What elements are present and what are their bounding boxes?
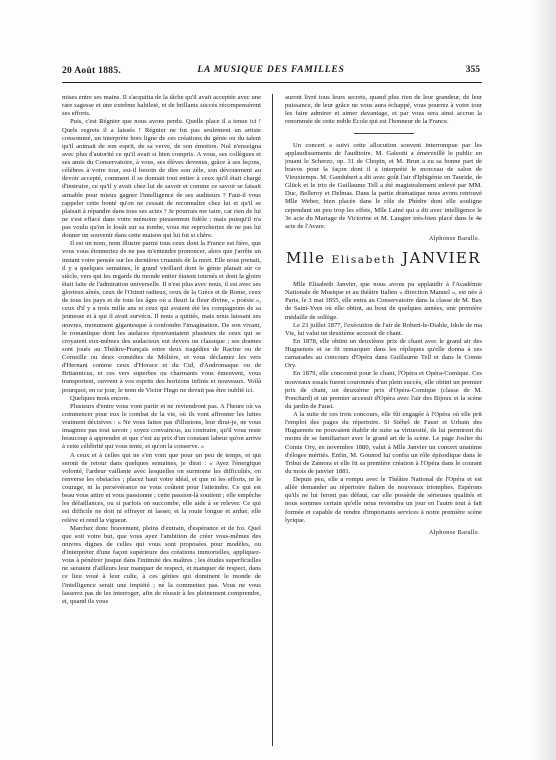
running-header	[62, 64, 480, 80]
header-date: 20 Août 1885.	[62, 66, 122, 76]
article-paragraph: Le 23 juillet 1877, l'exécution de l'air de Robert-le-Diable, Idole de ma Vie, lui valut un deuxième accessit de chant.	[285, 321, 482, 337]
title-surname: JANVIER	[402, 249, 481, 267]
left-paragraph: mises entre ses mains. Il s'acquitta de la tâche qu'il avait acceptée avec une rare sagesse et une extrême habileté, et de brillants succès récompensèrent ses efforts.	[62, 94, 261, 118]
intro-paragraph: auront livré tous leurs secrets, quand plus rien de leur grandeur, de leur puissance, de leur grâce ne vous aura échappé, vous pourrez à votre tour les faire admirer et aimer davantage, et par vous sera ainsi accrue la renommée de cette noble École qui est l'honneur de la France.	[285, 94, 482, 126]
article-signature: Alphonse Baralle.	[428, 528, 480, 536]
left-column	[62, 94, 261, 748]
left-paragraph: Marchez donc bravement, pleins d'entrain, d'espérance et de foi. Quel que soit votre but, que vous ayez l'ambition de créer vous-mêmes des œuvres dignes de celles qui vous sont proposées pour modèles, ou d'interpréter d'une façon supérieure des créations immortelles, appliquez-vous à pénétrer jusque dans l'intimité des maîtres ; les études superficielles ne seraient d'ailleurs leur manquer de respect, et manquer de respect, dans ce lieu voué à leur culte, à ces génies qui dominent le monde de l'intelligence serait une impiété ; ne la commettez pas. Vous ne vous lasserez pas de les interroger, afin de réussir à les pleinement comprendre, et, quand ils vous	[62, 524, 261, 605]
header-rule	[62, 82, 482, 83]
header-page-number: 355	[465, 65, 480, 75]
left-paragraph: Puis, c'est Régnier que nous avons perdu. Quelle place il a tenue ici ! Quels regrets il a laissés ! Régnier ne fut pas seulement un artiste consommé, un interprète hors ligne de ces créations du génie ou du talent qu'il animait de son esprit, de sa verve, de son émotion. Nul n'enseigna avec plus d'autorité ce qu'il avait si bien compris. A vous, ses collègues et ses amis du Conservatoire, à vous, ses élèves devenus, grâce à ses leçons, célèbres à votre tour, est-il besoin de dire son zèle, son dévouement au devoir accepté, comment il se donnait tout entier à ceux qu'il était chargé d'instruire, ce qu'il y avait chez lui de savoir et comme ce savoir se faisait aimable pour mieux gagner l'intelligence de ses auditeurs ? Faut-il vous rappeler cette bonté qu'on ne cessait de reconnaître chez lui et qu'il se plaisait à répandre dans tous ses actes ? Je pourrais me taire, car rien de lui ne s'est effacé dans votre mémoire pieusement fidèle ; mais puisqu'il n'a pas voulu qu'on le louât sur sa tombe, vous me reprocheriez de ne pas lui donner un souvenir dans cette maison qui lui fut si chère.	[62, 118, 261, 240]
intro-signature: Alphonse Baralle.	[428, 234, 480, 242]
column-separator	[272, 94, 273, 746]
article-paragraph: En 1879, elle concourut pour le chant, l'Opéra et Opéra-Comique. Ces nouveaux essais furent couronnés d'un plein succès, elle obtint un premier prix de chant, un deuxième prix d'Opéra-Comique (classe de M. Ponchard) et un premier accessit d'Opéra avec l'air des Bijoux et la scène du jardin de Faust.	[285, 370, 482, 410]
left-paragraph: Plusieurs d'entre vous vont partir et ne reviendront pas. A l'heure où va commencer pour eux le combat de la vie, où ils vont affronter les luttes vraiment décisives : « Ne vous faites pas d'illusions, leur dirai-je, ne vous imaginez pas tout savoir ; soyez convaincus, au contraire, qu'il vous reste beaucoup à apprendre et que c'est au prix d'un constant labeur qu'on arrive à cette célébrité qui vous tente, et qu'on la conserve. »	[62, 402, 261, 451]
header-journal-title: LA MUSIQUE DES FAMILLES	[197, 65, 345, 75]
right-column	[285, 94, 482, 748]
article-paragraph: En 1878, elle obtint un deuxième prix de chant avec le grand air des Huguenots et se fit remarquer dans les répliques qu'elle donna à ses camarades au concours d'Opéra dans Guillaume Tell et dans le Comte Ory.	[285, 337, 482, 370]
article-paragraph: Depuis peu, elle a rompu avec le Théâtre National de l'Opéra et est allée demander au répertoire italien de nouveaux triomphes. Espérons qu'ils ne lui feront pas défaut, car elle possède de sérieuses qualités et nous sommes certain qu'elle nous reviendra un jour en l'autre tout à fait formée et capable de rendre d'importants services à notre première scène lyrique.	[285, 476, 482, 524]
article-paragraph: Mlle Elisabeth Janvier, que nous avons pu applaudir à l'Académie Nationale de Musique et au théâtre Italien « direction Manuel », est née à Paris, le 3 mai 1855, elle entra au Conservatoire dans la classe de M. Bax de Saint-Yves où elle obtint, au bout de quelques années, une première médaille de solfège.	[285, 281, 482, 321]
left-paragraph: Il est un nom, nom illustre parmi tous ceux dont la France est fière, que vous vous étonneriez de ne pas m'entendre prononcer, alors que j'arrête un instant votre pensée sur les dernières cruautés de la mort. Elle nous prenait, il y a quelques semaines, le grand vieillard dont le génie planait sur ce siècle, vers qui les regards du monde entier étaient tournés et dont la gloire était faite de l'admiration universelle. Il n'est plus avec nous, il est avec ses glorieux aînés, ceux de l'Orient radieux, ceux de la Grèce et de Rome, ceux de tous les pays et de tous les âges où a fleuri la fleur divine, « poésie », ceux d'il y a trois mille ans et ceux qui avaient été les compagnons de sa jeunesse et à qui il avait survécu. Il nous a quittés, mais nous laissant ses œuvres, monument gigantesque à confondre l'imagination. De son vivant, le romantique dont les audaces épouvantaient plusieurs de ceux qui se croyaient eux-mêmes des audacieux eut devers un classique ; ses drames sont joués au Théâtre-Français entre deux tragédies de Racine ou de Corneille ou deux comédies de Molière, et vous déclamez les vers d'Hernani comme ceux d'Horace et du Cid, d'Andromaque ou de Britannicus, et ces vers superbes ou charmants vous émeuvent, vous transportent, ouvrent à vos esprits des horizons infinis et nouveaux. Voilà pourquoi, en ce jour, le nom de Victor Hugo ne devait pas être oublié ici.	[62, 240, 261, 394]
concert-paragraph: Un concert a suivi cette allocution souvent interrompue par les applaudissements de l'auditoire. M. Galeotti a émerveillé le public en jouant le Scherzo, op. 31 de Chopin, et M. Brun a eu sa bonne part de bravos pour la façon dont il a interprété le morceau de salon de Vieuxtemps. M. Gandubert a dit avec goût l'air d'Iphigénie en Tauride, de Glück et le trio de Guillaume Tell a été magistralement enlevé par MM. Duc, Belleroy et Delmas. Dans la partie dramatique nous avons retrouvé Mlle Weber, bien placée dans le rôle de Phèdre dont elle souligne cependant un peu trop les effets, Mlle Lainé qui a dit avec intelligence le 3e acte du Mariage de Victorine et M. Laugier très-bien placé dans le 4e acte de l'Avare.	[285, 141, 482, 230]
title-prefix: Mlle	[286, 249, 326, 267]
left-paragraph: A ceux et à celles qui ne s'en vont que pour un peu de temps, et qui seront de retour dans quelques semaines, je dirai : « Ayez l'énergique volonté, l'ardeur vaillante avec lesquelles on surmonte les difficultés, on renverse les obstacles ; placez haut votre idéal, et que ni les efforts, ni le courage, ni la persévérance ne vous coûtent pour l'atteindre. Ce qui est beau vous attire et vous passionne ; cette passion-là soutient ; elle empêche les défaillances, ou si parfois on succombe, elle aide à se relever. Ce qui est difficile ne doit ni effrayer ni lasser, et la route longue et ardue, elle relève et rend la vigueur.	[62, 451, 261, 524]
article-title	[285, 249, 482, 269]
section-divider	[354, 133, 414, 134]
left-paragraph: Quelques mots encore.	[70, 394, 131, 402]
page-edge-shadow	[532, 0, 556, 760]
article-paragraph: A la suite de ces trois concours, elle fût engagée à l'Opéra où elle prit l'emploi des pages du répertoire. Si Siébel de Faust et Urbain des Huguenots ne pouvaient établir de suite sa virtuosité, ils lui permirent du moins de se familiariser avec le grand art de la scène. Le page Joslier du Comte Ory, en novembre 1880, valut à Mlle Janvier un concert unanime d'éloges mérités. Enfin, M. Gounod lui confia un rôle épisodique dans le Tribut de Zamora et elle fit sa première création à l'Opéra dans le courant du mois de janvier 1881.	[285, 411, 482, 475]
title-firstname: Elisabeth	[331, 254, 396, 266]
